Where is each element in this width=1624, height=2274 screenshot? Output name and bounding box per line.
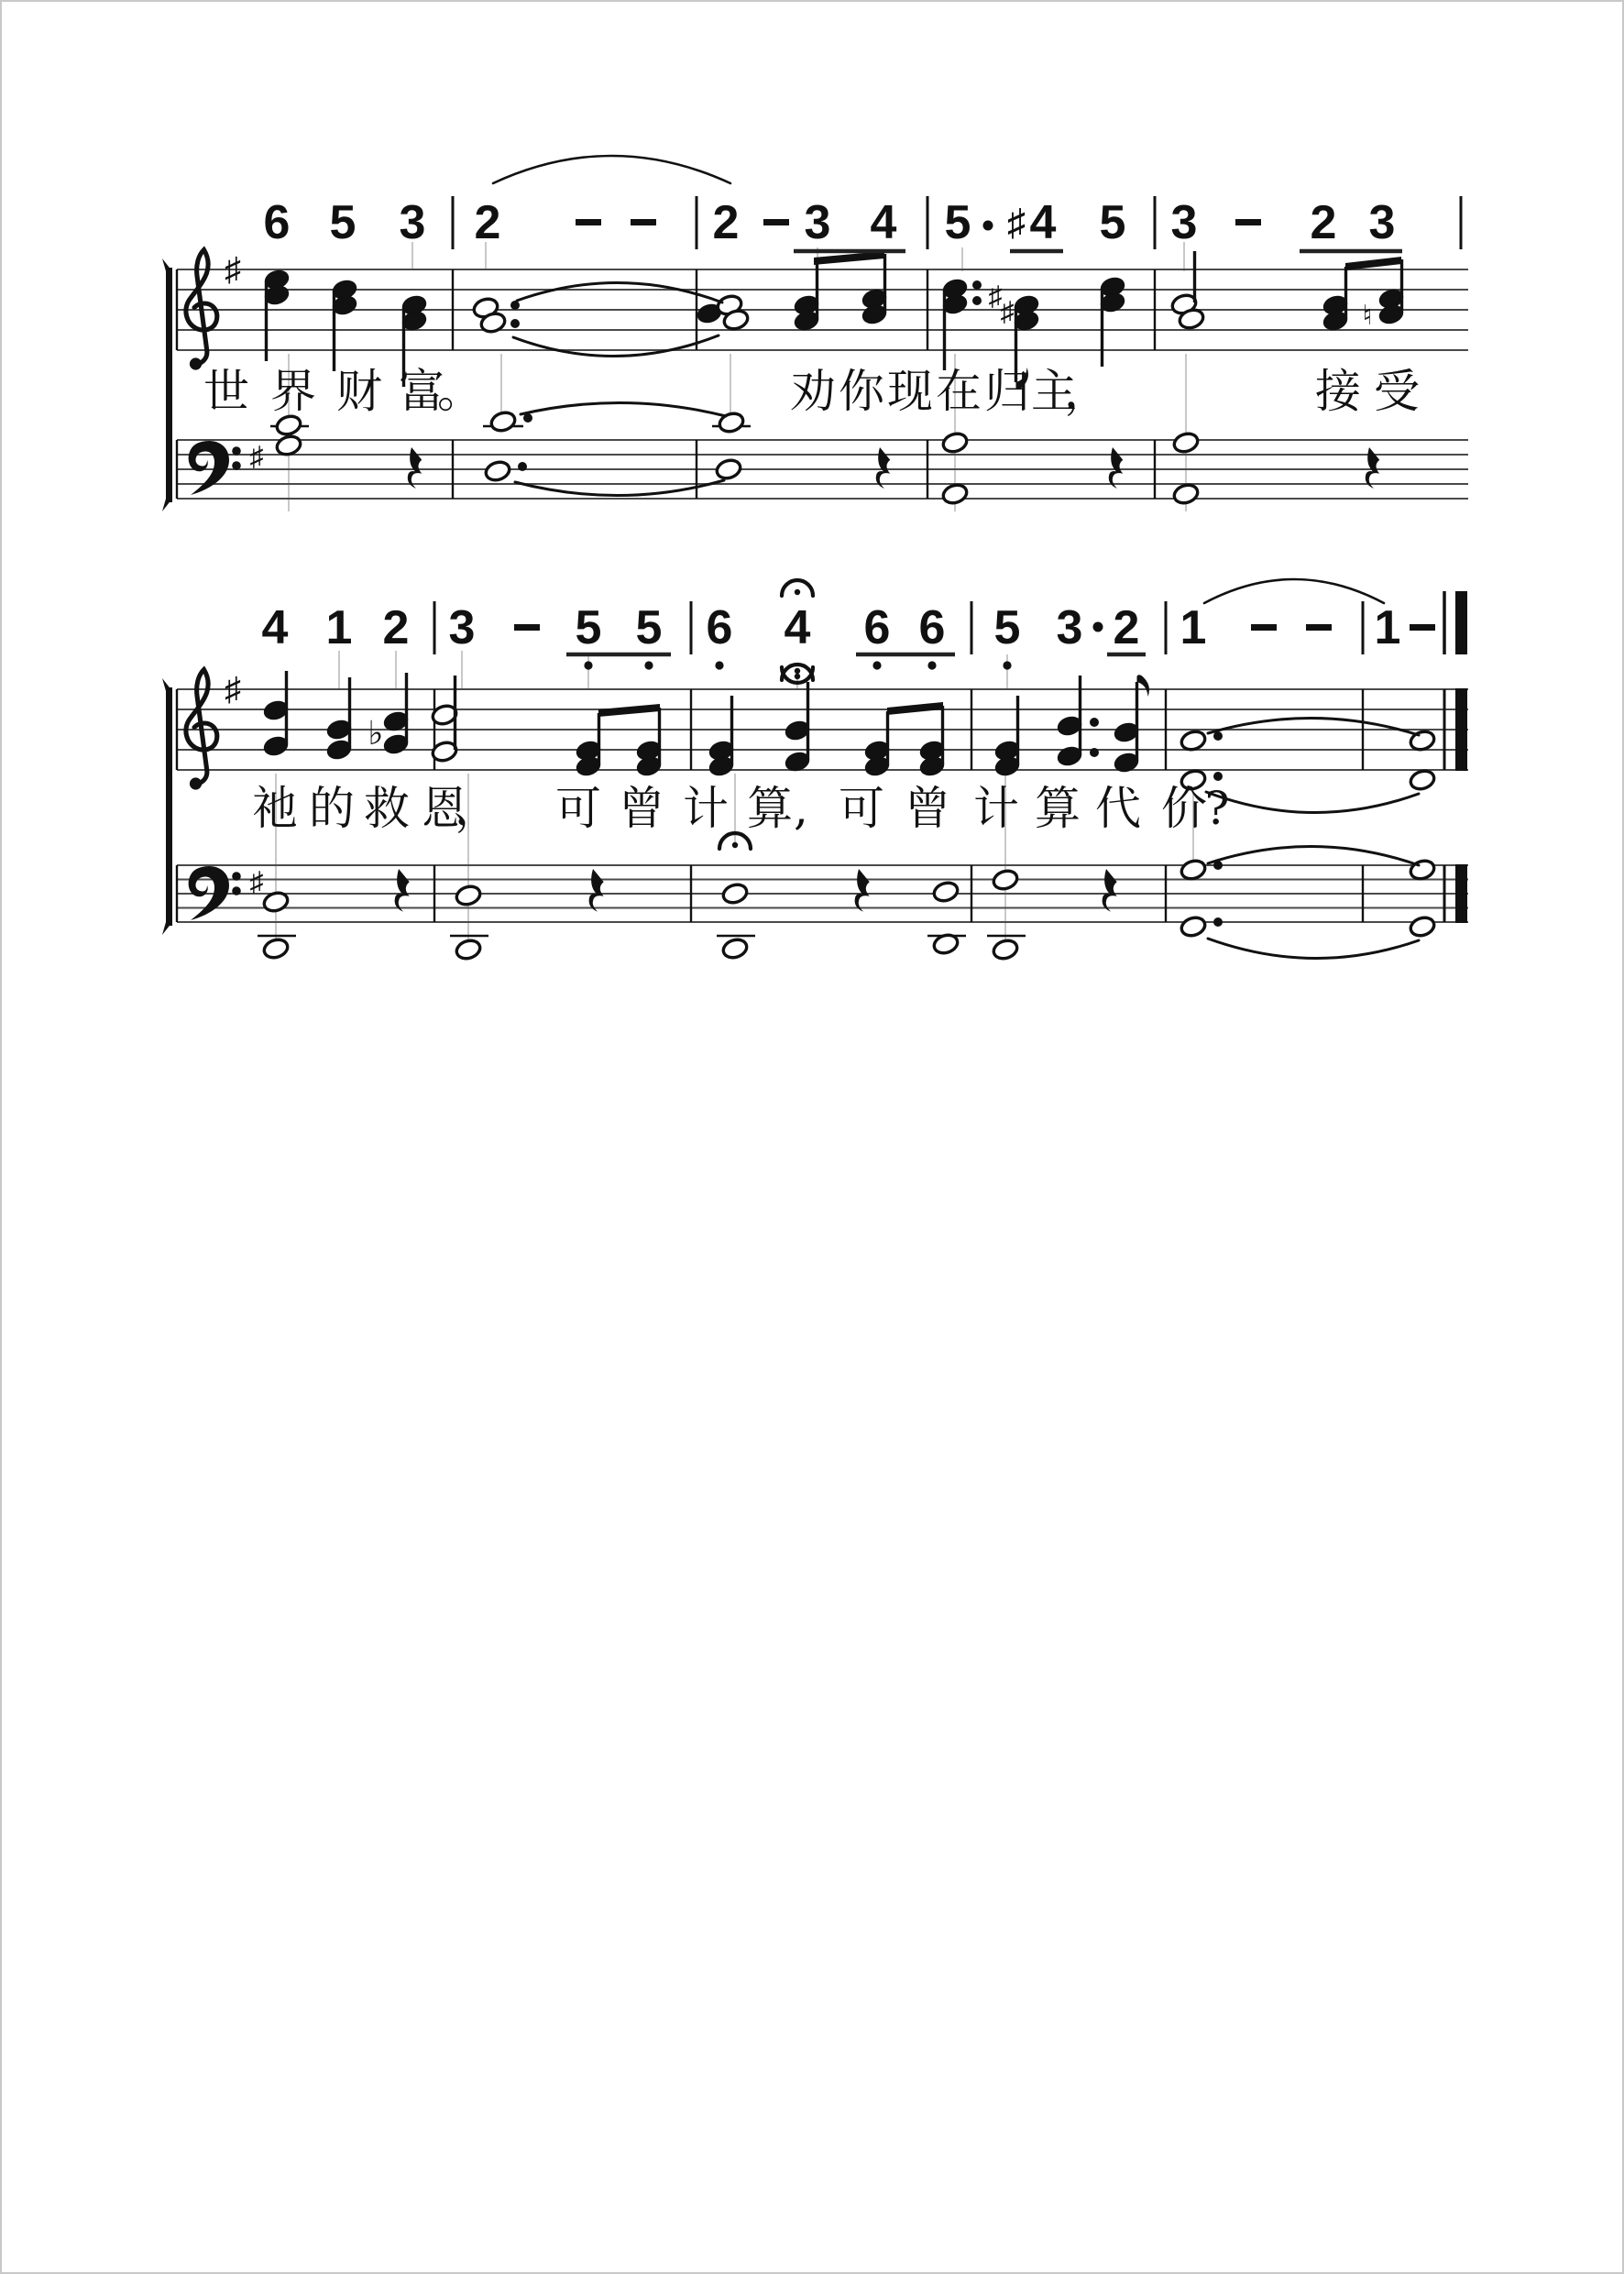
lyric-char: 劝 <box>790 365 836 418</box>
half-notehead <box>721 882 749 906</box>
augmentation-dot <box>510 301 520 310</box>
note <box>941 482 969 506</box>
jianpu-octave-dot <box>872 661 881 669</box>
jianpu-octave-dot <box>644 661 653 669</box>
jianpu-dash <box>1306 624 1332 631</box>
half-notehead <box>455 884 482 907</box>
note <box>793 260 820 333</box>
half-notehead <box>992 868 1019 892</box>
half-notehead <box>1180 915 1207 939</box>
note <box>1099 275 1126 367</box>
lyrics-row <box>203 365 1420 418</box>
half-notehead <box>489 410 517 434</box>
beam <box>1345 257 1401 270</box>
lyric-char: 主 <box>1031 365 1077 418</box>
jianpu-number: 1 <box>1374 601 1401 654</box>
half-notehead <box>484 459 511 483</box>
jianpu-number: 6 <box>863 601 891 654</box>
half-notehead <box>1180 858 1207 882</box>
lyric-char: 接 <box>1315 365 1361 418</box>
note <box>489 410 517 434</box>
lyric-char: 算 <box>747 782 793 835</box>
lyric-char: , <box>794 782 808 835</box>
jianpu-number: 5 <box>635 601 663 654</box>
note <box>1322 267 1349 333</box>
jianpu-number: 3 <box>1056 601 1083 654</box>
half-notehead <box>262 937 290 961</box>
tie <box>515 480 724 496</box>
quarter-rest <box>408 447 422 489</box>
tie <box>1206 792 1419 813</box>
jianpu-number: 3 <box>804 196 831 249</box>
note <box>992 868 1019 892</box>
lyric-char: ， <box>455 782 500 835</box>
lyric-char: 曾 <box>905 782 950 835</box>
jianpu-octave-dot <box>715 661 723 669</box>
system-brace <box>166 268 172 502</box>
key-signature-sharp: ♯ <box>249 867 264 897</box>
note <box>575 713 602 778</box>
jianpu-number: 1 <box>1180 601 1207 654</box>
lyric-char: 计 <box>683 782 729 835</box>
system-brace <box>162 499 172 511</box>
tie <box>1208 939 1419 959</box>
tie <box>513 335 719 357</box>
flat-accidental: ♭ <box>368 714 384 752</box>
jianpu-number: 3 <box>399 196 426 249</box>
note <box>721 882 749 906</box>
half-notehead <box>932 880 960 904</box>
jianpu-octave-dot <box>584 661 592 669</box>
jianpu-number: 4 <box>261 601 289 654</box>
half-notehead <box>941 482 969 506</box>
half-notehead <box>941 431 969 455</box>
jianpu-number: 4 <box>1029 196 1057 249</box>
system-brace <box>166 687 172 926</box>
lyric-char: 救 <box>364 782 410 835</box>
note <box>715 457 742 481</box>
jianpu-number: 6 <box>706 601 733 654</box>
jianpu-number: 5 <box>944 196 971 249</box>
lyric-char: 代 <box>1095 782 1141 835</box>
jianpu-slur <box>1204 579 1384 603</box>
lyric-char: 。 <box>437 365 483 418</box>
beam <box>598 704 660 717</box>
jianpu-number: 1 <box>325 601 353 654</box>
lyric-char: 计 <box>973 782 1019 835</box>
lyric-char: ， <box>1064 365 1110 418</box>
jianpu-number: 6 <box>918 601 946 654</box>
quarter-rest <box>1109 447 1123 489</box>
quarter-rest <box>1366 447 1379 489</box>
jianpu-dash <box>631 219 656 225</box>
note <box>1180 858 1207 882</box>
jianpu-final-thick <box>1455 591 1467 654</box>
key-signature-sharp: ♯ <box>249 442 264 472</box>
jianpu-octave-dot <box>927 661 936 669</box>
key-signature-sharp: ♯ <box>225 670 241 708</box>
augmentation-dot <box>972 280 982 290</box>
jianpu-slur <box>493 156 730 183</box>
jianpu-dash <box>1251 624 1277 631</box>
note <box>941 431 969 455</box>
sharp-accidental: ♯ <box>988 281 1003 312</box>
note <box>993 696 1021 778</box>
lyric-char: 曾 <box>619 782 664 835</box>
bass-staff <box>177 402 1468 505</box>
jianpu-octave-dot <box>1003 661 1011 669</box>
quarter-rest <box>395 869 410 912</box>
bass-clef-icon <box>189 866 241 920</box>
note <box>1409 768 1436 792</box>
lyric-char: 世 <box>203 365 249 418</box>
augmentation-dot <box>1090 718 1099 727</box>
system-brace <box>162 678 172 691</box>
score-svg <box>2 2 1624 2274</box>
note <box>784 682 811 774</box>
half-notehead <box>992 938 1019 961</box>
jianpu-number: 5 <box>575 601 602 654</box>
augmentation-dot <box>510 319 520 328</box>
half-notehead <box>1409 915 1436 939</box>
jianpu-dash <box>576 219 601 225</box>
jianpu-number: 2 <box>382 601 410 654</box>
half-notehead <box>1409 858 1436 882</box>
sharp-accidental: ♯ <box>1000 297 1015 327</box>
jianpu-dot <box>983 221 993 231</box>
note <box>1409 858 1436 882</box>
lyric-char: ? <box>1204 782 1230 835</box>
tie <box>517 282 722 302</box>
lyric-char: 算 <box>1035 782 1081 835</box>
jianpu-number: 6 <box>263 196 291 249</box>
half-notehead <box>715 457 742 481</box>
beam <box>887 702 943 715</box>
half-notehead <box>1172 431 1200 455</box>
jianpu-number: 2 <box>474 196 501 249</box>
bass-staff <box>177 833 1468 961</box>
jianpu-number: 3 <box>1170 196 1198 249</box>
lyric-char: 恩 <box>422 782 467 835</box>
half-notehead <box>721 937 749 961</box>
natural-accidental: ♮ <box>1362 301 1373 331</box>
quarter-rest <box>1103 869 1117 912</box>
final-thick-barline <box>1455 864 1467 923</box>
augmentation-dot <box>1213 731 1223 741</box>
lyric-char: 归 <box>984 365 1030 418</box>
jianpu-dash <box>1410 624 1435 631</box>
note <box>1409 915 1436 939</box>
augmentation-dot <box>518 462 527 471</box>
lyric-char: 可 <box>555 782 601 835</box>
jianpu-number: 5 <box>1099 196 1126 249</box>
jianpu-number: 2 <box>1310 196 1337 249</box>
jianpu-dash <box>763 219 789 225</box>
quarter-rest <box>876 447 890 489</box>
note <box>918 706 946 778</box>
note <box>1172 431 1200 455</box>
jianpu-number: 4 <box>784 601 811 654</box>
note <box>455 884 482 907</box>
note <box>262 671 290 758</box>
note <box>1172 482 1200 506</box>
jianpu-dot <box>1093 622 1103 632</box>
quarter-rest <box>855 869 870 912</box>
system-brace <box>162 922 172 935</box>
note <box>635 708 663 778</box>
jianpu-number: 2 <box>1113 601 1140 654</box>
tie <box>521 402 726 416</box>
jianpu-dash <box>514 624 540 631</box>
note <box>708 696 735 778</box>
final-thick-barline <box>1455 688 1467 771</box>
augmentation-dot <box>1213 772 1223 781</box>
jianpu-row <box>262 579 1467 683</box>
jianpu-number: 3 <box>448 601 476 654</box>
lyric-char: 现 <box>887 365 933 418</box>
note <box>932 880 960 904</box>
note <box>262 937 290 961</box>
half-notehead <box>455 938 482 961</box>
system-1 <box>162 156 1468 511</box>
jianpu-dash <box>1235 219 1261 225</box>
note <box>721 937 749 961</box>
note <box>455 938 482 961</box>
lyric-char: 的 <box>309 782 355 835</box>
bass-clef-icon <box>189 441 241 495</box>
tie <box>1208 846 1419 865</box>
lyric-char: 界 <box>270 365 316 418</box>
jianpu-number: 5 <box>329 196 357 249</box>
augmentation-dot <box>1213 917 1223 927</box>
half-notehead <box>1172 482 1200 506</box>
half-notehead <box>1409 768 1436 792</box>
lyric-char: 可 <box>839 782 884 835</box>
note <box>484 459 511 483</box>
jianpu-number: 3 <box>1368 196 1396 249</box>
quarter-rest <box>589 869 604 912</box>
jianpu-number: 4 <box>870 196 897 249</box>
jianpu-row <box>264 156 1461 251</box>
augmentation-dot <box>1090 748 1099 757</box>
fermata <box>782 580 813 596</box>
lyric-char: 受 <box>1374 365 1420 418</box>
lyric-char: 价 <box>1161 782 1207 835</box>
system-2 <box>162 579 1468 961</box>
lyrics-row <box>252 782 1229 835</box>
note <box>1180 915 1207 939</box>
lyric-char: 财 <box>336 365 382 418</box>
jianpu-number: 2 <box>712 196 740 249</box>
tie <box>1208 718 1419 735</box>
lyric-char: 你 <box>839 365 884 418</box>
augmentation-dot <box>972 296 982 305</box>
jianpu-number: 5 <box>993 601 1021 654</box>
key-signature-sharp: ♯ <box>225 250 241 288</box>
note <box>331 278 358 371</box>
note <box>992 938 1019 961</box>
lyric-char: 富 <box>399 365 444 418</box>
lyric-char: 在 <box>936 365 982 418</box>
lyric-char: 祂 <box>252 782 298 835</box>
note <box>263 268 291 361</box>
jianpu-accidental: ♯ <box>1007 203 1026 243</box>
note <box>863 711 891 778</box>
eighth-flag <box>1137 675 1149 697</box>
